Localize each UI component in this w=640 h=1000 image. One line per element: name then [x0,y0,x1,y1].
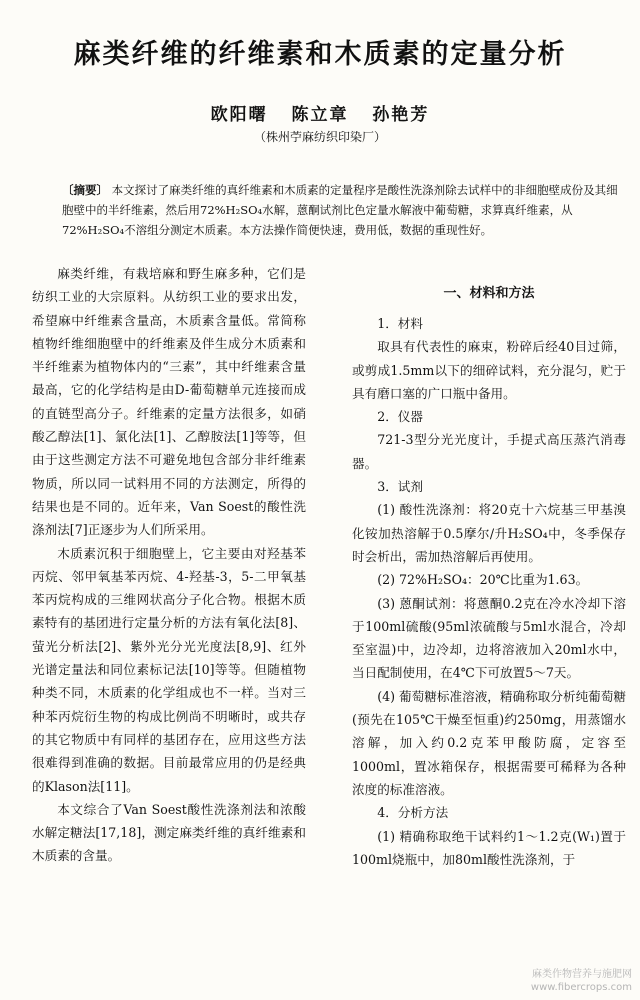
subheading-reagents: 3．试剂 [377,479,423,495]
watermark-line-1: 麻类作物营养与施肥网 [532,969,632,980]
abstract-label: 〔摘要〕 [62,183,108,197]
left-column [32,262,306,868]
paragraph-reagent-4: (4) 葡萄糖标准溶液，精确称取分析纯葡萄糖(预先在105℃干燥至恒重)约250mg，用蒸馏水溶解，加入约0.2克苯甲酸防腐，定容至1000ml，置冰箱保存，根据需要可稀释为各种浓度的标准溶液。 [352,688,626,797]
paragraph-materials: 取具有代表性的麻束，粉碎后经40目过筛，或剪成1.5mm以下的细碎试料，充分混匀，贮于具有磨口塞的广口瓶中备用。 [352,339,626,401]
paragraph-lignin: 木质素沉积于细胞壁上，它主要由对羟基苯丙烷、邻甲氧基苯丙烷、4-羟基-3，5-二甲氧基苯丙烷构成的三维网状高分子化合物。根据木质素特有的基团进行定量分析的方法有氧化法[8]、萤光分析法[2]、紫外光分光光度法[8,9]、红外光谱定量法和同位素标记法[10]等等。但随植物种类不同，木质素的化学组成也不一样。当对三种苯丙烷衍生物的构成比例尚不明晰时，或共存的其它物质中有同样的基团存在，应用这些方法很难得到准确的数据。目前最常应用的仍是经典的Klason法[11]。 [32,545,306,794]
abstract [62,180,618,240]
watermark-line-2: www.fibercrops.com [530,982,632,993]
paragraph-instruments: 721-3型分光光度计，手提式高压蒸汽消毒器。 [352,432,626,471]
paragraph-reagent-1: (1) 酸性洗涤剂：将20克十六烷基三甲基溴化铵加热溶解于0.5摩尔/升H₂SO₄中，冬季保存时会析出，需加热溶解后再使用。 [352,502,626,564]
authors: 欧阳曙 陈立章 孙艳芳 [210,105,430,125]
subheading-methods: 4．分析方法 [377,805,449,821]
paper-title: 麻类纤维的纤维素和木质素的定量分析 [73,39,567,70]
paragraph-method-1: (1) 精确称取绝干试料约1～1.2克(W₁)置于100ml烧瓶中，加80ml酸性洗涤剂，于 [352,828,626,867]
abstract-text: 本文探讨了麻类纤维的真纤维素和木质素的定量程序是酸性洗涤剂除去试样中的非细胞壁成份及其细胞壁中的半纤维素，然后用72%H₂SO₄水解，蒽酮试剂比色定量水解液中葡萄糖，求算真纤维素，从72%H₂SO₄不溶组分测定木质素。本方法操作简便快速，费用低，数据的重现性好。 [62,183,618,237]
paragraph-reagent-2: (2) 72%H₂SO₄：20℃比重为1.63。 [377,572,589,588]
affiliation: （株州苧麻纺织印染厂） [253,130,386,144]
watermark [531,968,632,994]
paragraph-reagent-3: (3) 蒽酮试剂：将蒽酮0.2克在冷水冷却下溶于100ml硫酸(95ml浓硫酸与5ml水混合，冷却至室温)中，边冷却，边将溶液加入20ml水中，当日配制使用，在4℃下可放置5～7天。 [352,595,626,681]
subheading-materials: 1．材料 [377,316,423,331]
subheading-instruments: 2．仪器 [377,409,423,425]
right-column [352,262,626,871]
paragraph-intro: 麻类纤维，有栽培麻和野生麻多种，它们是纺织工业的大宗原料。从纺织工业的要求出发，希望麻中纤维素含量高，木质素含量低。常简称植物纤维细胞壁中的纤维素及伴生成分木质素和半纤维素为植物体内的“三素”，其中纤维素含量最高，它的化学结构是由D-葡萄糖单元连接而成的直链型高分子。纤维素的定量方法很多，如硝酸乙醇法[1]、氯化法[1]、乙醇胺法[1]等等，但由于这些测定方法不可避免地包含部分非纤维素物质，所以同一试料用不同的方法测定，所得的结果也是不同的。近年来，Van Soest的酸性洗涤剂法[7]正逐步为人们所采用。 [32,266,306,538]
paragraph-summary: 本文综合了Van Soest酸性洗涤剂法和浓酸水解定糖法[17,18]，测定麻类纤维的真纤维素和木质素的含量。 [32,801,306,864]
section-heading: 一、材料和方法 [443,286,535,301]
